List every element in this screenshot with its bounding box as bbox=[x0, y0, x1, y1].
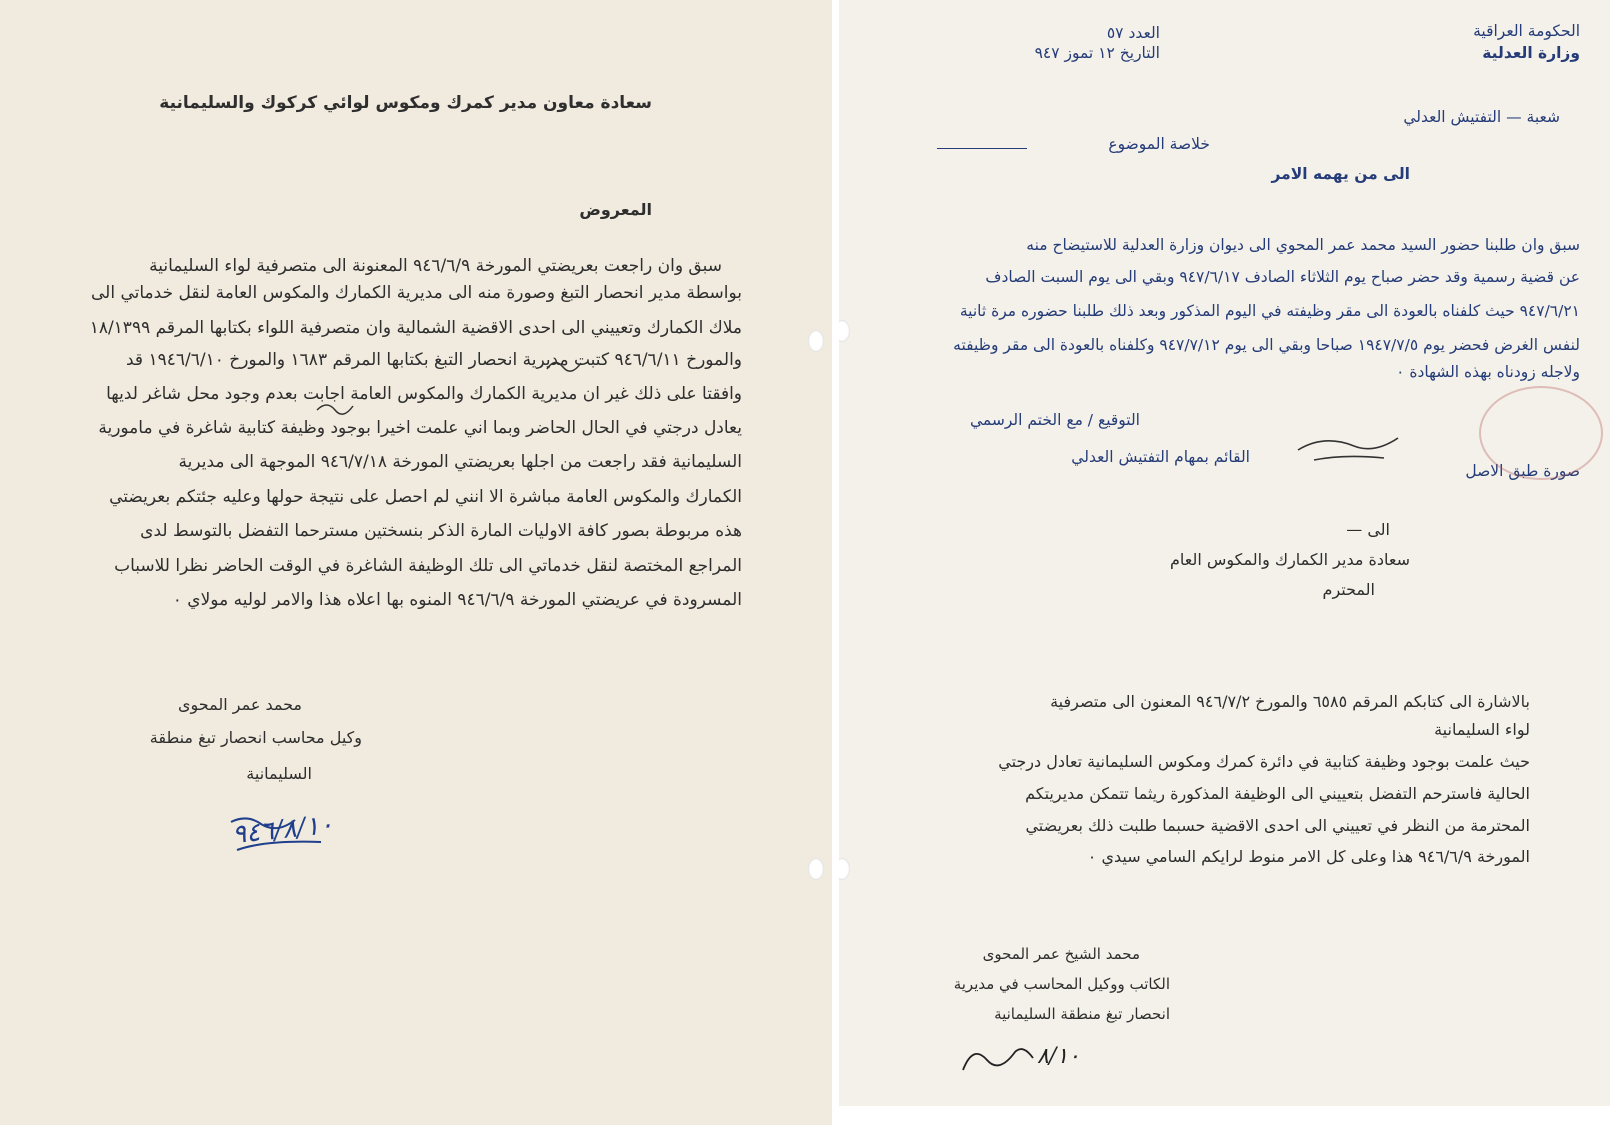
certificate-line: ٩٤٧/٦/٢١ حيث كلفناه بالعودة الى مقر وظيفته في اليوم المذكور وبعد ذلك طلبنا حضوره مرة ثانية bbox=[959, 302, 1580, 320]
left-signature-location: السليمانية bbox=[246, 764, 312, 783]
request-handwritten-signature bbox=[959, 1040, 1039, 1080]
punch-hole bbox=[808, 858, 824, 880]
handwritten-correction-mark bbox=[315, 400, 355, 420]
left-body-line: وافقتا على ذلك غير ان مديرية الكمارك والمكوس العامة اجابت بعدم وجود محل شاغر لديها bbox=[106, 384, 742, 404]
subject-label: خلاصة الموضوع bbox=[1108, 135, 1210, 153]
request-line: بالاشارة الى كتابكم المرقم ٦٥٨٥ والمورخ ٩٤٦/٧/٢ المعنون الى متصرفية bbox=[1050, 692, 1530, 711]
left-handwritten-date: ٩٤٦/٨/١٠ bbox=[230, 809, 335, 851]
left-signature-name: محمد عمر المحوى bbox=[177, 695, 302, 714]
official-stamp bbox=[1479, 386, 1603, 480]
certificate-line: لنفس الغرض فحضر يوم ١٩٤٧/٧/٥ صباحا وبقي الى يوم ٩٤٧/٧/١٢ وكلفناه بالعودة الى مقر وظيفته bbox=[953, 336, 1580, 354]
division-label: شعبة — التفتيش العدلي bbox=[1403, 108, 1560, 126]
letter-addressee: سعادة مدير الكمارك والمكوس العام bbox=[1169, 550, 1410, 569]
punch-hole bbox=[839, 858, 850, 880]
to-label: الى — bbox=[1346, 520, 1390, 539]
document-number: العدد ٥٧ bbox=[1106, 24, 1160, 42]
request-line: لواء السليمانية bbox=[1434, 720, 1530, 739]
left-signature-title: وكيل محاسب انحصار تبغ منطقة bbox=[149, 728, 362, 747]
request-line: حيث علمت بوجود وظيفة كتابية في دائرة كمرك ومكوس السليمانية تعادل درجتي bbox=[998, 752, 1530, 771]
request-signature-title: الكاتب ووكيل المحاسب في مديرية bbox=[953, 975, 1170, 993]
left-body-line: هذه مربوطة بصور كافة الاوليات المارة الذكر بنسختين مسترحما التفضل بالتوسط لدى bbox=[140, 521, 742, 541]
right-handwritten-date: ٨/١٠ bbox=[1037, 1044, 1080, 1069]
left-body-line: المسرودة في عريضتي المورخة ٩٤٦/٦/٩ المنوه بها اعلاه هذا والامر لوليه مولاي ٠ bbox=[172, 590, 742, 610]
certificate-line: سبق وان طلبنا حضور السيد محمد عمر المحوي الى ديوان وزارة العدلية للاستيضاح منه bbox=[1026, 236, 1580, 254]
request-line: الحالية فاسترحم التفضل بتعييني الى الوظيفة المذكورة ريثما تتمكن مديريتكم bbox=[1025, 784, 1530, 803]
government-header: الحكومة العراقية bbox=[1473, 22, 1580, 40]
request-signature-name: محمد الشيخ عمر المحوى bbox=[982, 945, 1140, 963]
signature-label: التوقيع / مع الختم الرسمي bbox=[969, 411, 1140, 429]
copy-note: صورة طبق الاصل bbox=[1465, 462, 1580, 480]
left-body-line: والمورخ ٩٤٦/٦/١١ كتبت مديرية انحصار التبغ بكتابها المرقم ١٦٨٣ والمورخ ١٩٤٦/٦/١٠ قد bbox=[125, 350, 742, 370]
left-handwritten-signature bbox=[225, 809, 335, 862]
left-addressee: سعادة معاون مدير كمرك ومكوس لوائي كركوك والسليمانية bbox=[159, 93, 652, 113]
punch-hole bbox=[839, 320, 850, 342]
certificate-line: عن قضية رسمية وقد حضر صباح يوم الثلاثاء الصادف ٩٤٧/٦/١٧ وبقي الى يوم السبت الصادف bbox=[985, 268, 1580, 286]
subject-rule bbox=[937, 148, 1027, 149]
ministry-header: وزارة العدلية bbox=[1482, 44, 1580, 62]
request-line: المحترمة من النظر في تعييني الى احدى الاقضية حسبما طلبت ذلك بعريضتي bbox=[1025, 816, 1530, 835]
left-body-line: السليمانية فقد راجعت من اجلها بعريضتي المورخة ٩٤٦/٧/١٨ الموجهة الى مديرية bbox=[178, 452, 742, 472]
left-body-line: المراجع المختصة لنقل خدماتي الى تلك الوظيفة الشاغرة في الوقت الحاضر نظرا للاسباب bbox=[114, 556, 742, 576]
certificate-signature bbox=[1294, 428, 1404, 468]
handwritten-correction-mark bbox=[545, 355, 585, 375]
left-body-line: سبق وان راجعت بعريضتي المورخة ٩٤٦/٦/٩ المعنونة الى متصرفية لواء السليمانية bbox=[149, 256, 722, 276]
punch-hole bbox=[808, 330, 824, 352]
request-signature-location: انحصار تبغ منطقة السليمانية bbox=[994, 1005, 1170, 1023]
signature-title: القائم بمهام التفتيش العدلي bbox=[1071, 448, 1250, 466]
to-whom-heading: الى من يهمه الامر bbox=[1271, 165, 1410, 183]
left-body-line: الكمارك والمكوس العامة مباشرة الا انني لم احصل على نتيجة حولها وعليه جئتكم بعريضتي bbox=[109, 487, 742, 507]
right-letter-page bbox=[839, 0, 1610, 1106]
page-divider bbox=[832, 0, 839, 1125]
certificate-line: ولاجله زودناه بهذه الشهادة ٠ bbox=[1396, 363, 1580, 381]
document-date: التاريخ ١٢ تموز ٩٤٧ bbox=[1034, 44, 1160, 62]
left-body-line: يعادل درجتي في الحال الحاضر وبما اني علمت اخيرا بوجود وظيفة كتابية شاغرة في مامورية bbox=[98, 418, 742, 438]
request-line: المورخة ٩٤٦/٦/٩ هذا وعلى كل الامر منوط لرايكم السامي سيدي ٠ bbox=[1087, 847, 1530, 866]
addressee-honorific: المحترم bbox=[1322, 580, 1375, 599]
left-body-line: بواسطة مدير انحصار التبغ وصورة منه الى مديرية الكمارك والمكوس العامة لنقل خدماتي الى bbox=[90, 283, 742, 303]
left-salutation: المعروض bbox=[579, 200, 652, 219]
left-body-line: ملاك الكمارك وتعييني الى احدى الاقضية الشمالية وان متصرفية اللواء بكتابها المرقم ١٨/١٣٩٩ bbox=[89, 318, 742, 338]
